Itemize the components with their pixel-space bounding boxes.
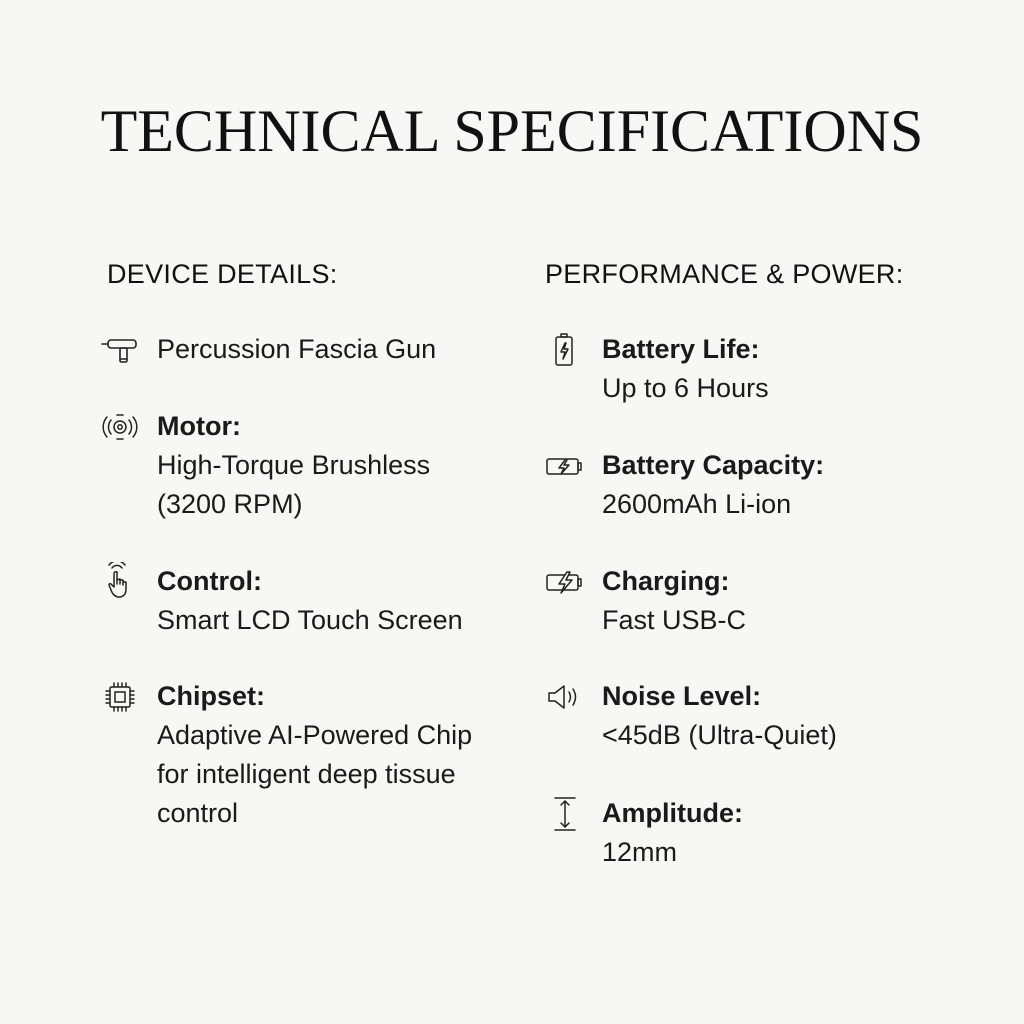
spec-value: 2600mAh Li-ion [602, 489, 792, 519]
device-details-heading: DEVICE DETAILS: [107, 259, 338, 289]
touch-hand-icon [100, 562, 140, 602]
spec-label: Battery Capacity: [602, 450, 825, 480]
device-details-section [100, 256, 520, 828]
chip-icon [100, 677, 140, 717]
motor-icon [100, 407, 140, 447]
spec-text [602, 794, 982, 872]
spec-label: Amplitude: [602, 798, 743, 828]
spec-text [157, 562, 537, 640]
spec-value: Adaptive AI-Powered Chip for intelligent deep tissue control [157, 720, 473, 828]
performance-power-section [545, 256, 985, 867]
spec-text [602, 562, 982, 640]
spec-label: Battery Life: [602, 334, 760, 364]
spec-text [157, 330, 537, 369]
massage-gun-icon [100, 330, 140, 370]
spec-label: Charging: [602, 566, 730, 596]
spec-text [602, 677, 982, 755]
spec-label: Chipset: [157, 681, 265, 711]
spec-value: Up to 6 Hours [602, 373, 769, 403]
spec-text [602, 330, 982, 408]
spec-text [157, 677, 537, 833]
spec-text [157, 407, 537, 524]
speaker-icon [545, 677, 585, 717]
spec-text [602, 446, 982, 524]
spec-label: Motor: [157, 411, 241, 441]
spec-value: 12mm [602, 837, 678, 867]
spec-value: Percussion Fascia Gun [157, 334, 437, 364]
fast-charge-icon [545, 562, 585, 602]
spec-label: Noise Level: [602, 681, 762, 711]
spec-value: Fast USB-C [602, 605, 747, 635]
battery-vertical-icon [545, 330, 585, 370]
spec-value: <45dB (Ultra-Quiet) [602, 720, 837, 750]
spec-label: Control: [157, 566, 262, 596]
page-title: TECHNICAL SPECIFICATIONS [100, 98, 924, 164]
performance-power-heading: PERFORMANCE & POWER: [545, 259, 904, 289]
spec-value: Smart LCD Touch Screen [157, 605, 463, 635]
amplitude-icon [545, 794, 585, 834]
battery-charge-icon [545, 446, 585, 486]
spec-value: High-Torque Brushless (3200 RPM) [157, 450, 431, 519]
